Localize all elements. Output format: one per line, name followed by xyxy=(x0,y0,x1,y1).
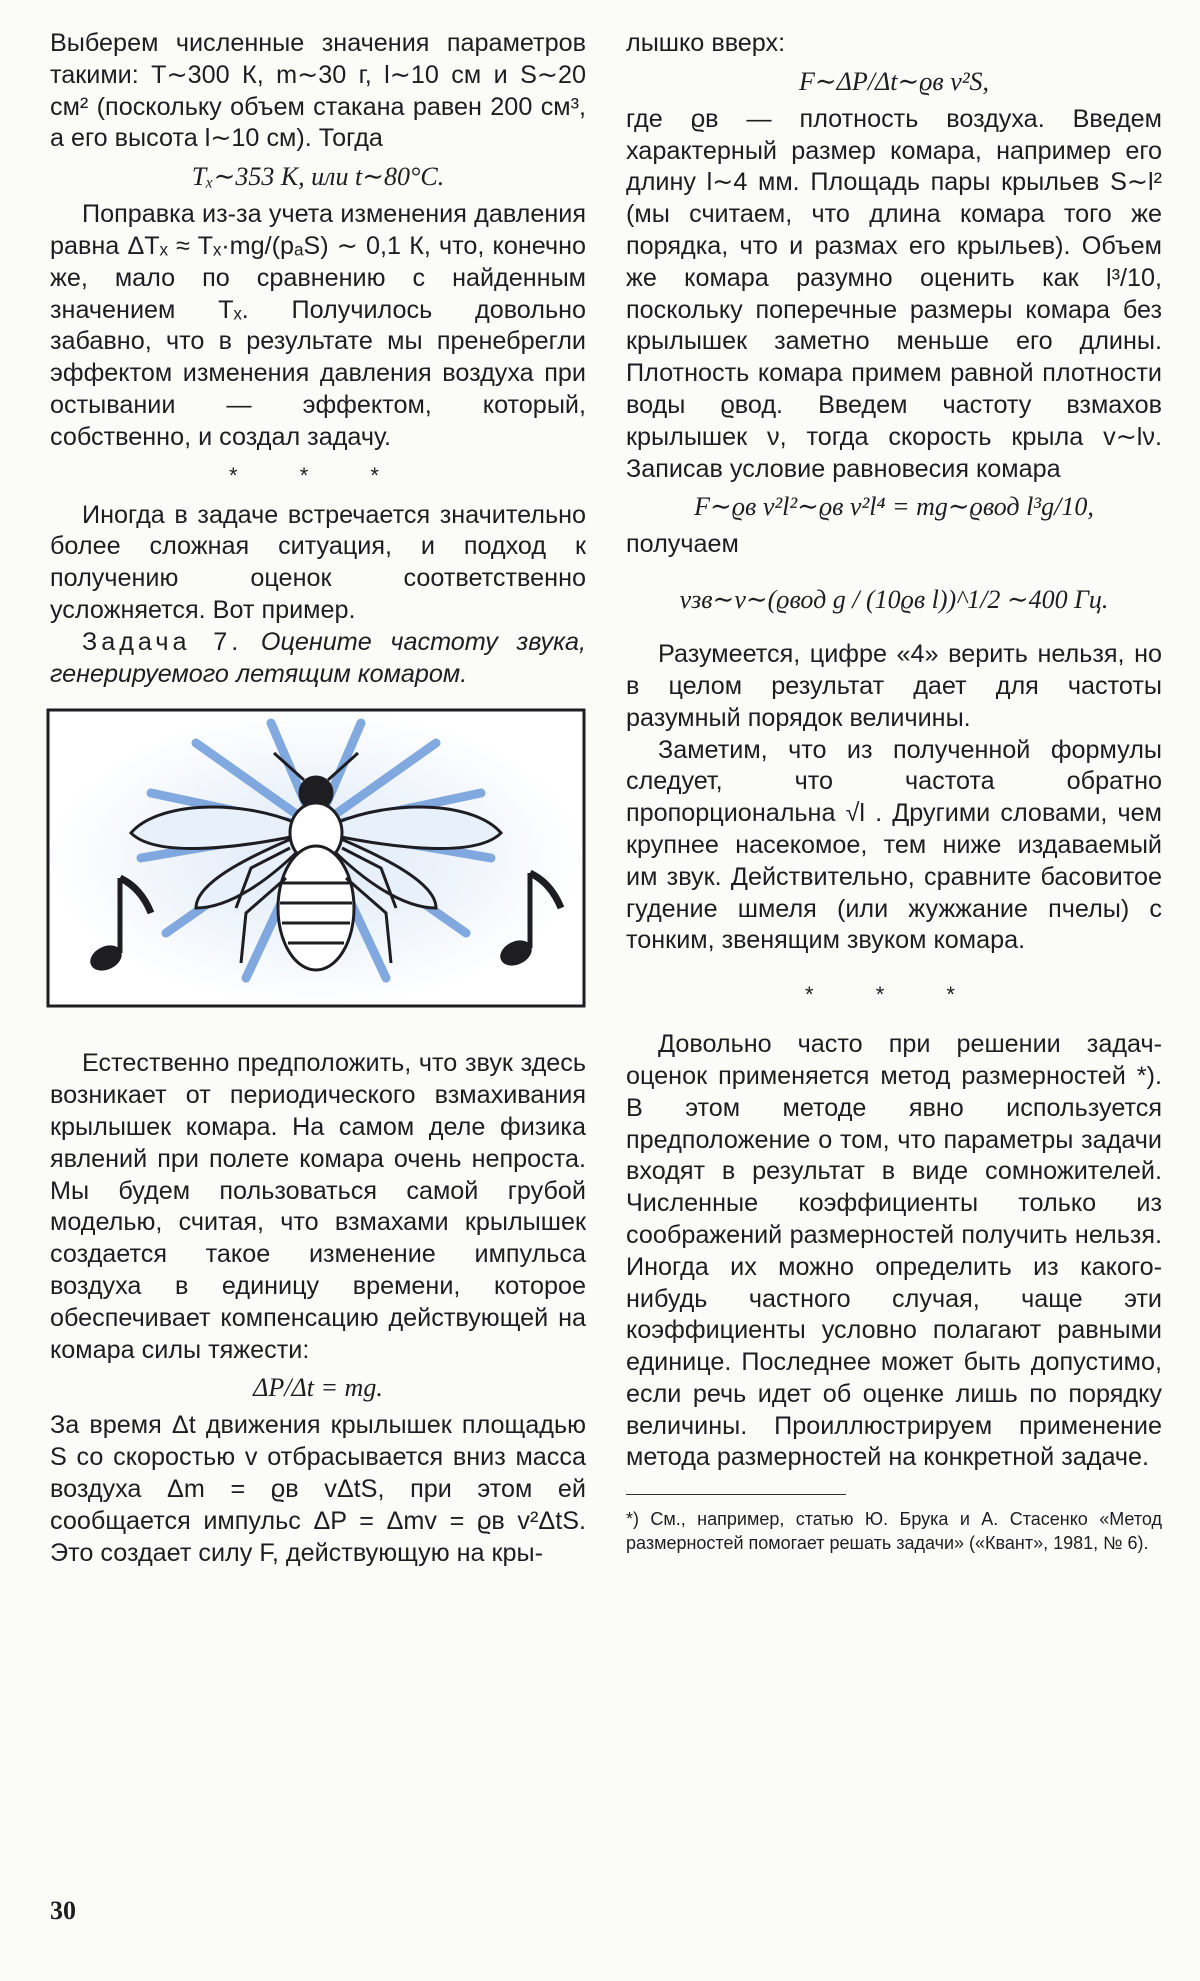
paragraph: Естественно предположить, что звук здесь возникает от периодического взмахивания крылышек комара. На самом деле физика явлений при полете комара очень непроста. Мы будем пользоваться самой грубой моделью, считая, что взмахами крылышек создается такое изменение импульса воздуха в единицу времени, которое обеспечивает компенсацию действующей на комара силы тяжести: xyxy=(50,1049,586,1364)
right-column xyxy=(626,28,1162,1555)
paragraph: лышко вверх: xyxy=(626,29,786,57)
paragraph: Поправка из-за учета изменения давления равна ΔTₓ ≈ Tₓ·mg/(pₐS) ∼ 0,1 К, что, конечно же, мало по сравнению с найденным значением Tₓ. Получилось довольно забавно, что в результате мы пренебрегли эффектом изменения давления воздуха при остывании — эффектом, который, собственно, и создал задачу. xyxy=(50,200,586,451)
paragraph: Заметим, что из полученной формулы следует, что частота обратно пропорциональна √l . Другими словами, чем крупнее насекомое, тем ниже издаваемый им звук. Действительно, сравните басовитое гудение шмеля (или жужжание пчелы) с тонким, звенящим звуком комара. xyxy=(626,735,1162,955)
footnote: *) См., например, статью Ю. Брука и А. Стасенко «Метод размерностей помогает решать задачи» («Квант», 1981, № 6). xyxy=(626,1509,1162,1554)
formula: ΔP/Δt = mg. xyxy=(253,1373,383,1403)
section-divider: * * * xyxy=(229,462,407,488)
mosquito-illustration xyxy=(46,708,586,1008)
page-number: 30 xyxy=(50,1896,76,1925)
paragraph: Выберем численные значения параметров такими: T∼300 К, m∼30 г, l∼10 см и S∼20 см² (поскольку объем стакана равен 200 см³, а его высота l∼10 см). Тогда xyxy=(50,29,586,153)
paragraph: получаем xyxy=(626,530,739,559)
formula: F∼ΔP/Δt∼ϱв v²S, xyxy=(798,66,990,96)
paragraph: За время Δt движения крылышек площадью S со скоростью v отбрасывается вниз масса воздуха Δm = ϱв vΔtS, при этом ей сообщается импульс ΔP = Δmv = ϱв v²ΔtS. Это создает силу F, действующую на кры- xyxy=(50,1411,586,1567)
formula: νзв∼ν∼(ϱвод g / (10ϱв l))^1/2 ∼400 Гц. xyxy=(679,585,1109,615)
paragraph: где ϱв — плотность воздуха. Введем характерный размер комара, например его длину l∼4 мм. Площадь пары крыльев S∼l² (мы считаем, что длина комара того же порядка, что и размах его крыльев). Объем же комара разумно оценить как l³/10, поскольку поперечные размеры комара без крылышек заметно меньше его длины. Плотность комара примем равной плотности воды ϱвод. Введем частоту взмахов крылышек ν, тогда скорость крыла v∼lν. Записав условие равновесия комара xyxy=(626,104,1162,483)
task-label: Задача 7. xyxy=(82,627,243,656)
section-divider: * * * xyxy=(805,982,983,1008)
task-text: Оцените частоту звука, генерируемого летящим комаром. xyxy=(50,627,586,688)
task-statement xyxy=(50,627,586,691)
paragraph: Довольно часто при решении задач-оценок применяется метод размерностей *). В этом методе явно используется предположение о том, что параметры задачи входят в результат в виде сомножителей. Численные коэффициенты только из соображений размерностей получить нельзя. Иногда их можно определить из какого-нибудь частного случая, чаще эти коэффициенты условно полагают равными единице. Последнее может быть допустимо, если речь идет об оценке лишь по порядку величины. Проиллюстрируем применение метода размерностей на конкретной задаче. xyxy=(626,1030,1162,1472)
left-column xyxy=(50,28,586,1569)
footnote-rule xyxy=(626,1494,846,1495)
paragraph: Разумеется, цифре «4» верить нельзя, но в целом результат дает для частоты разумный порядок величины. xyxy=(626,640,1162,732)
formula: F∼ϱв v²l²∼ϱв ν²l⁴ = mg∼ϱвод l³g/10, xyxy=(694,492,1094,522)
formula: Tₓ∼353 К, или t∼80°С. xyxy=(191,162,445,192)
paragraph: Иногда в задаче встречается значительно более сложная ситуация, и подход к получению оценок соответственно усложняется. Вот пример. xyxy=(50,500,586,624)
